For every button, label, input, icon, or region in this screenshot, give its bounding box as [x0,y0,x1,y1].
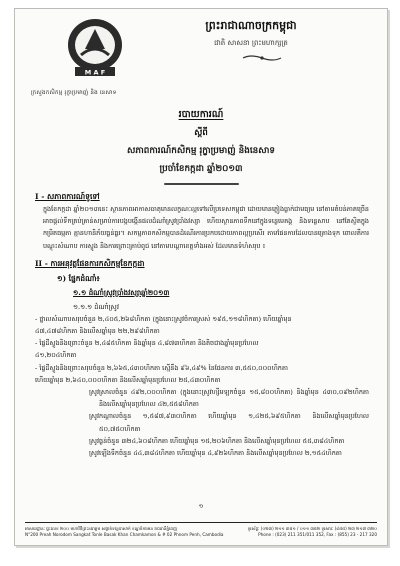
ornament-divider-icon [241,54,283,62]
logo-text: M A F [84,68,106,77]
line-total: - ផ្ទៃដីស្ទូងនិងព្រោះសរុបចំនួន ២,៦៦៥,៤៣០ហិកតា ស្មើនឹង ៩៦,៤៩% នៃផែនការ ៣,៥៥០,០០០ហិកតា [35,363,288,372]
page-footer [25,522,377,539]
title-divider [164,183,239,185]
line-total-cont: ហើយឆ្នាំមុន ២,៦៤០,០០០ហិកតា និងលើសឆ្នាំមុនប្រហែល ២៥,៤៣០ហិកតា [35,375,221,384]
kingdom-heading: ព្រះរាជាណាចក្រកម្ពុជា [205,19,297,32]
subheading-rice-season: ១.១ ដំណាំស្រូវប្រាំងវស្សាឆ្នាំ២០១៣ [73,288,170,297]
ministry-name: ក្រសួងកសិកម្ម រុក្ខាប្រមាញ់ និង នេសាទ [31,90,117,96]
section-heading-2: II - ការអនុវត្តផែនការកសិកម្មខែកក្កដា [35,258,145,268]
national-motto: ជាតិ សាសនា ព្រះមហាក្សត្រ [214,39,288,47]
subheading-rice: ១.១.១ ដំណាំស្រូវ [73,302,119,311]
bullet-early-rice: ស្រូវស្រាលចំនួន ៤៩២,០០០ហិកតា (ក្នុងនោះស្រូវហ្សីមឡកចំនួន ១៥,៨០០ហិកតា) និងឆ្នាំមុន ៤៣០,០៩២ហិកតា និងលើសឆ្នាំមុនប្រហែល ៤២,៥៥៨ហិកតា [89,388,369,409]
title-report: របាយការណ៍ [178,109,224,120]
title-line-2: ប្រចាំខែកក្កដា ឆ្នាំ២០១៣ [159,164,243,174]
footer-phone-en: Phone : (023) 211 351/011 352, Fax : (855) 23 - 217 320 [258,532,377,538]
document-page [14,8,388,546]
line-nursery: - ថ្នាលសំណាបសរុបចំនួន ២,៤០៥,២៦៨ហិកតា (ក្នុងនោះស្រូវចំការស្រស់ ១៩៥,១១៨ហិកតា) ហើយឆ្នាំមុន [35,314,292,323]
paragraph-overview: ក្នុងខែកក្កដា ឆ្នាំ២០១៣នេះ ស្ថានភាពអាកាសធាតុមានលក្ខណៈល្អទៅលើប្រទេសកម្ពុជា ដោយមានភ្លៀងធ្លាក់ជាមធ្យម នៅតាមតំបន់ភាគច្រើន អាចផ្តល់ទឹកគ្រប់គ្រាន់សម្រាប់ការបង្កបង្កើនផលដំណាំស្រូវប្រាំងវស្សា ហើយស្ថានភាពទឹកនៅក្នុងទន្លេមេគង្គ និងទន្លេសាប នៅតែស្ថិតក្នុងកម្រិតធម្មតា គ្មានហានិភ័យធ្ងន់ធ្ងរ។ សកម្មភាពកសិកម្មបានដំណើរការប្រកបដោយភាពល្អប្រសើរ តាមផែនការដែលបានគ្រោងទុក ពោលគឺការបណ្តុះសំណាប ការស្ទូង និងការព្រោះគ្រាប់ពូជ នៅតាមបណ្តាខេត្តទាំងអស់ ដែលមានទំហំសរុប ៖ [43,205,369,250]
title-about: ស្តីពី [194,128,208,138]
line-transplant: - ផ្ទៃដីស្ទូងនិងព្រោះចំនួន ២,៤៨៥ហិកតា និងឆ្នាំមុន ៤,៨៧៣ហិកតា និងតិចជាងឆ្នាំមុនប្រហែល [35,339,259,348]
page-number: ១ [198,503,204,510]
footer-address-kh: អាសយដ្ឋានៈ ផ្ទះលេខ ២០០ មហាវិថីព្រះនរោត្តម សង្កាត់ទន្លេបាសាក់ ខណ្ឌចំការមន រាជធានីភ្នំពេញ [25,525,178,531]
bullet-floating-rice: ស្រូវឡើងទឹកចំនួន ៤៤,៣៨៤ហិកតា ហើយឆ្នាំមុន ៤,៩២៦ហិកតា និងលើសឆ្នាំមុនប្រហែល ២,១៥៤ហិកតា [89,449,342,458]
footer-address-en: N°200 Preah Norodom Sangkat Tonle Basak Khan Chamkamon & # 02 Phnom Penh, Cambodia [25,532,224,538]
letterhead [15,9,387,104]
subheading-crops: ១) ផ្នែកដំណាំ៖ [57,273,100,283]
section-heading-1: I - សភាពការណ៍ទូទៅ [35,192,100,201]
title-line-1: សភាពការណ៍កសិកម្ម រុក្ខាប្រមាញ់ និងនេសាទ [127,146,275,156]
line-nursery-cont: ៤៧,៤៧៨ហិកតា និងលើសឆ្នាំមុន ២២,២៩៨ហិកតា [35,327,160,336]
line-transplant-cont: ៤១,២០៤ហិកតា [35,351,77,360]
bullet-late-rice: ស្រូវធ្ងន់ចំនួន ៣២៤,៦០៨ហិកតា ហើយឆ្នាំមុន ១៥,២០៦ហិកតា និងលើសឆ្នាំមុនប្រហែល ៥៥,៣៨៤ហិកតា [89,436,345,445]
report-body [15,191,387,459]
document-title [15,108,387,185]
bullet-medium-rice: ស្រូវកណ្តាលចំនួន ១,៥៨៧,៩៣០ហិកតា ហើយឆ្នាំមុន ១,៤២៥,៦៩៥ហិកតា និងលើសឆ្នាំមុនប្រហែល ៥០,៧៥០ហិកតា [89,412,369,433]
footer-phone-kh: ទូរស័ព្ទៈ (០២៣) ២១១ ៣៥១ / ០១១ ៣៥២ ទូរសារៈ (៨៥៥) ២៣ ២១៧ ៣២០ [247,525,377,531]
